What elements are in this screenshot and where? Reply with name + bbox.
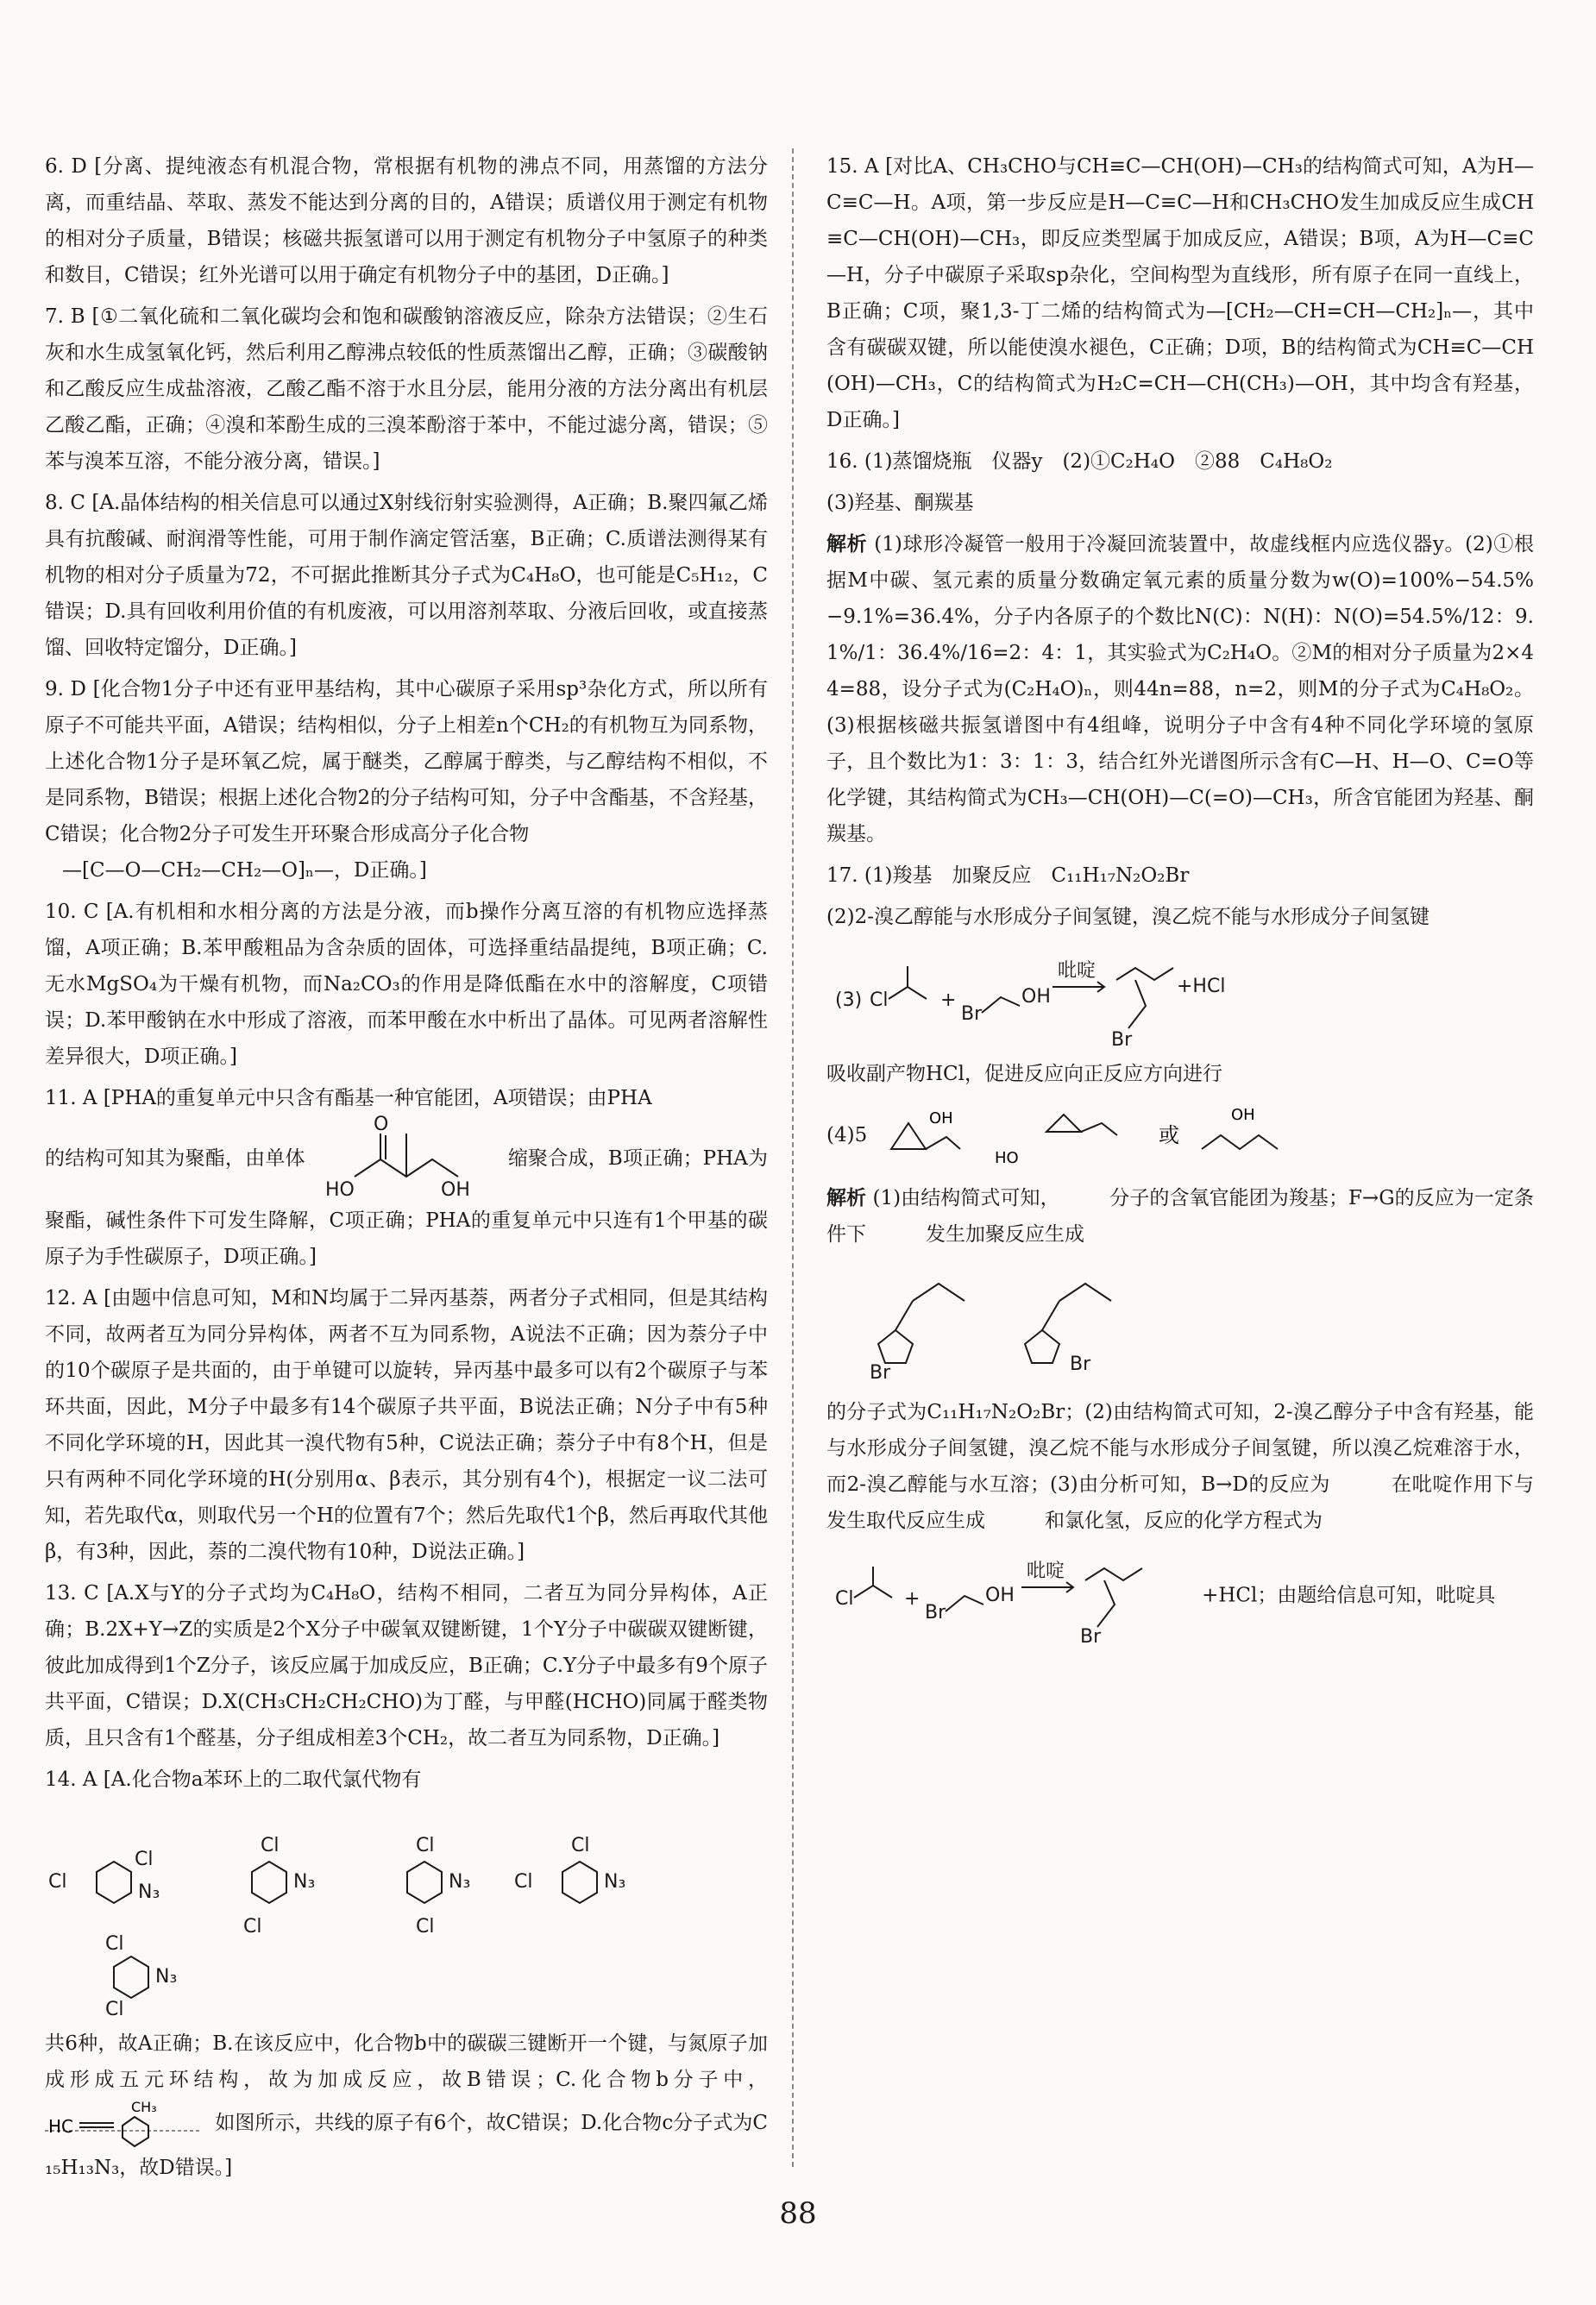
answer-8: 8. C [A.晶体结构的相关信息可以通过X射线衍射实验测得，A正确；B.聚四氟乙烯具有抗酸碱、耐润滑等性能，可用于制作滴定管活塞，B正确；C.质谱法测得某有机物的相对分子质量为72，不可据此推断其分子式为C₄H₈O，也可能是C₅H₁₂，C错误；D.具有回收利用价值的有机废液，可以用溶剂萃取、分液后回收，或直接蒸馏、回收特定馏分，D正确。] xyxy=(45,492,768,659)
answer-17-part-4 xyxy=(826,1097,1534,1175)
cl-label-4: Cl xyxy=(243,1916,262,1938)
br-label-r2: Br xyxy=(1111,1029,1133,1051)
br-label-a1: Br xyxy=(925,1602,946,1624)
answer-11 xyxy=(45,1080,768,1275)
br-label-p2: Br xyxy=(1070,1353,1091,1375)
answer-17-analysis-text-1: (1)由结构简式可知， 分子的含氧官能团为羧基；F→G的反应为一定条件下 发生加聚反应生成 xyxy=(826,1187,1535,1246)
n3-label-4: N₃ xyxy=(604,1871,626,1893)
right-column xyxy=(826,148,1593,1651)
answer-9-text: 9. D [化合物1分子中还有亚甲基结构，其中心碳原子采用sp³杂化方式，所以所有原子不可能共平面，A错误；结构相似，分子上相差n个CH₂的有机物互为同系物，上述化合物1分子是环氧乙烷，属于醚类，乙醇属于醇类，与乙醇结构不相似，不是同系物，B错误；根据上述化合物2的分子结构可知，分子中含酯基，不含羟基，C错误；化合物2分子可发生开环聚合形成高分子化合物 xyxy=(45,678,768,845)
answer-12: 12. A [由题中信息可知，M和N均属于二异丙基萘，两者分子式相同，但是其结构不同，故两者互为同分异构体，两者不互为同系物，A说法不正确；因为萘分子中的10个碳原子是共面的，由于单键可以旋转，异丙基中最多可以有2个碳原子与苯环共面，因此，M分子中最多有14个碳原子共平面，B说法正确；N分子中有5种不同化学环境的H，因此其一溴代物有5种，C说法正确；萘分子中有8个H，但是只有两种不同化学环境的H(分别用α、β表示，其分别有4个)，根据定一议二法可知，若先取代α，则取代另一个H的位置有7个；然后先取代1个β，然后再取代其他β，有3种，因此，萘的二溴代物有10种，D说法正确。] xyxy=(45,1287,768,1563)
answer-14-text-b: 共6种，故A正确；B.在该反应中，化合物b中的碳碳三键断开一个键，与氮原子加成形成五元环结构，故为加成反应，故B错误；C.化合物b分子中， xyxy=(45,2032,768,2091)
dichloro-azide-isomers xyxy=(45,1803,701,2019)
or-label: 或 xyxy=(1158,1123,1179,1147)
answer-17-part-1: 17. (1)羧基 加聚反应 C₁₁H₁₇N₂O₂Br xyxy=(826,864,1190,887)
answer-16-analysis xyxy=(826,526,1534,852)
cl-label-9: Cl xyxy=(105,1933,124,1955)
reaction-equation-17-3 xyxy=(835,945,1226,1051)
cl-label-8: Cl xyxy=(571,1835,590,1856)
ch3-label: CH₃ xyxy=(131,2099,157,2115)
monomer-structure xyxy=(320,1116,493,1203)
cl-label-r1: Cl xyxy=(870,989,889,1011)
answer-14-text-c: 如图所示，共线的原子有6个，故C错误；D.化合物c分子式为C₁₅H₁₃N₃，故D错误。] xyxy=(45,2112,768,2179)
answer-9 xyxy=(45,671,768,889)
oh-label-i1: OH xyxy=(928,1109,953,1127)
n3-label-1: N₃ xyxy=(138,1881,160,1903)
answer-7: 7. B [①二氧化硫和二氧化碳均会和饱和碳酸钠溶液反应，除杂方法错误；②生石灰和水生成氢氧化钙，然后利用乙醇沸点较低的性质蒸馏出乙醇，正确；③碳酸钠和乙酸反应生成盐溶液，乙酸乙酯不溶于水且分层，能用分液的方法分离出有机层乙酸乙酯，正确；④溴和苯酚生成的三溴苯酚溶于苯中，不能过滤分离，错误；⑤苯与溴苯互溶，不能分液分离，错误。] xyxy=(45,305,768,473)
answer-16-analysis-text: (1)球形冷凝管一般用于冷凝回流装置中，故虚线框内应选仪器y。(2)①根据M中碳、氢元素的质量分数确定氧元素的质量分数为w(O)=100%−54.5%−9.1%=36.4%，分子内各原子的个数比N(C)：N(H)：N(O)=54.5%/12：9.1%/1：36.4%/16=2：4：1，其实验式为C₂H₄O。②M的相对分子质量为2×44=88，设分子式为(C₂H₄O)ₙ，则44n=88，n=2，则M的分子式为C₄H₈O₂。(3)根据核磁共振氢谱图中有4组峰，说明分子中含有4种不同化学环境的氢原子，且个数比为1：3：1：3，结合红外光谱图所示含有C—H、H—O、C=O等化学键，其结构简式为CH₃—CH(OH)—C(=O)—CH₃，所含官能团为羟基、酮羰基。 xyxy=(826,533,1535,845)
oh-label-r1: OH xyxy=(1021,986,1051,1008)
reaction-label-3: (3) xyxy=(835,989,863,1011)
answer-14-continued xyxy=(45,2026,768,2186)
answer-11-text-c: 缩聚合成，B项正确；PHA为聚酯，碱性条件下可发生降解，C项正确；PHA的重复单元中只连有1个甲基的碳原子为手性碳原子，D项正确。] xyxy=(45,1147,769,1268)
cl-label-6: Cl xyxy=(416,1916,435,1938)
polymer-structures-17 xyxy=(844,1258,1172,1387)
answer-15: 15. A [对比A、CH₃CHO与CH≡C—CH(OH)—CH₃的结构简式可知，A为H—C≡C—H。A项，第一步反应是H—C≡C—H和CH₃CHO发生加成反应生成CH≡C—CH(OH)—CH₃，即反应类型属于加成反应，A错误；B项，A为H—C≡C—H，分子中碳原子采取sp杂化，空间构型为直线形，所有原子在同一直线上，B正确；C项，聚1,3-丁二烯的结构简式为—[CH₂—CH=CH—CH₂]ₙ—，其中含有碳碳双键，所以能使溴水褪色，C正确；D项，B的结构简式为CH≡C—CH(OH)—CH₃，C的结构简式为H₂C=CH—CH(CH₃)—OH，其中均含有羟基，D正确。] xyxy=(826,155,1534,431)
answer-16-part-3: (3)羟基、酮羰基 xyxy=(826,492,974,514)
answer-17-part-4-count: (4)5 xyxy=(826,1124,868,1146)
hcl-label-1: +HCl xyxy=(1177,976,1226,997)
answer-9-end: ，D正确。] xyxy=(333,859,427,882)
answer-14 xyxy=(45,1762,768,1798)
oh-label-a1: OH xyxy=(985,1585,1015,1606)
plus-sign-a: + xyxy=(904,1588,921,1610)
cl-label-3: Cl xyxy=(261,1835,280,1856)
answer-6: 6. D [分离、提纯液态有机混合物，常根据有机物的沸点不同，用蒸馏的方法分离，而重结晶、萃取、蒸发不能达到分离的目的，A错误；质谱仪用于测定有机物的相对分子质量，B错误；核磁共振氢谱可以用于测定有机物分子中氢原子的种类和数目，C错误；红外光谱可以用于确定有机物分子中的基团，D正确。] xyxy=(45,155,768,286)
isomer-structures xyxy=(874,1097,1357,1175)
oh-label: OH xyxy=(441,1179,471,1201)
cl-label-10: Cl xyxy=(105,1999,124,2020)
reaction-equation-17-analysis xyxy=(835,1549,1197,1648)
collinear-structure xyxy=(45,2098,209,2150)
answer-17-analysis-text-3: +HCl；由题给信息可知，吡啶具 xyxy=(1202,1584,1496,1607)
br-label-r1: Br xyxy=(961,1003,983,1025)
cl-label-a1: Cl xyxy=(835,1588,854,1610)
answer-9-polymer-formula: —[C—O—CH₂—CH₂—O]ₙ— xyxy=(62,859,334,882)
analysis-label-16: 解析 xyxy=(826,532,868,556)
cl-label-2: Cl xyxy=(135,1849,154,1870)
answer-17-analysis-1 xyxy=(826,1180,1534,1253)
o-label: O xyxy=(374,1114,389,1135)
reagent-label-1: 吡啶 xyxy=(1058,960,1096,982)
answer-17-part-2: (2)2-溴乙醇能与水形成分子间氢键，溴乙烷不能与水形成分子间氢键 xyxy=(826,906,1429,928)
column-divider xyxy=(792,148,794,2167)
reagent-label-2: 吡啶 xyxy=(1027,1561,1065,1582)
n3-label-2: N₃ xyxy=(293,1871,316,1893)
hc-label: HC xyxy=(48,2116,74,2137)
cl-label-1: Cl xyxy=(48,1871,67,1893)
answer-11-text-b: 的结构可知其为聚酯，由单体 xyxy=(45,1147,305,1170)
oh-label-i3: OH xyxy=(1230,1106,1255,1124)
answer-13: 13. C [A.X与Y的分子式均为C₄H₈O，结构不相同，二者互为同分异构体，A正确；B.2X+Y→Z的实质是2个X分子中碳氧双键断键，1个Y分子中碳碳双键断键，彼此加成得到1个Z分子，该反应属于加成反应，B正确；C.Y分子中最多有9个原子共平面，C错误；D.X(CH₃CH₂CH₂CHO)为丁醛，与甲醛(HCHO)同属于醛类物质，且只含有1个醛基，分子组成相差3个CH₂，故二者互为同系物，D正确。] xyxy=(45,1582,768,1749)
cl-label-5: Cl xyxy=(416,1835,435,1856)
ho-label: HO xyxy=(325,1179,355,1201)
ho-label-i2: HO xyxy=(994,1149,1019,1167)
left-column xyxy=(45,148,768,2191)
answer-17-analysis-2: 的分子式为C₁₁H₁₇N₂O₂Br；(2)由结构简式可知，2-溴乙醇分子中含有羟基，能与水形成分子间氢键，溴乙烷不能与水形成分子间氢键，所以溴乙烷难溶于水，而2-溴乙醇能与水互溶；(3)由分析可知，B→D的反应为 在吡啶作用下与 发生取代反应生成 和氯化氢，反应的化学方程式为 xyxy=(826,1401,1593,1532)
answer-11-text-a: 11. A [PHA的重复单元中只含有酯基一种官能团，A项错误；由PHA xyxy=(45,1087,652,1109)
answer-16-part-1: 16. (1)蒸馏烧瓶 仪器y (2)①C₂H₄O ②88 C₄H₈O₂ xyxy=(826,450,1333,473)
analysis-label-17: 解析 xyxy=(826,1186,867,1209)
n3-label-5: N₃ xyxy=(155,1966,178,1988)
page-number: 88 xyxy=(779,2196,817,2231)
br-label-a2: Br xyxy=(1080,1626,1102,1648)
br-label-p1: Br xyxy=(870,1362,891,1384)
n3-label-3: N₃ xyxy=(449,1871,471,1893)
plus-sign: + xyxy=(940,989,957,1011)
answer-17-part-3: 吸收副产物HCl，促进反应向正反应方向进行 xyxy=(826,1063,1223,1085)
answer-14-text-a: 14. A [A.化合物a苯环上的二取代氯代物有 xyxy=(45,1768,422,1791)
cl-label-7: Cl xyxy=(514,1871,533,1893)
answer-10: 10. C [A.有机相和水相分离的方法是分液，而b操作分离互溶的有机物应选择蒸馏，A项正确；B.苯甲酸粗品为含杂质的固体，可选择重结晶提纯，B项正确；C.无水MgSO₄为干燥有机物，而Na₂CO₃的作用是降低酯在水中的溶解度，C项错误；D.苯甲酸钠在水中形成了溶液，而苯甲酸在水中析出了晶体。可见两者溶解性差异很大，D项正确。] xyxy=(45,901,768,1068)
